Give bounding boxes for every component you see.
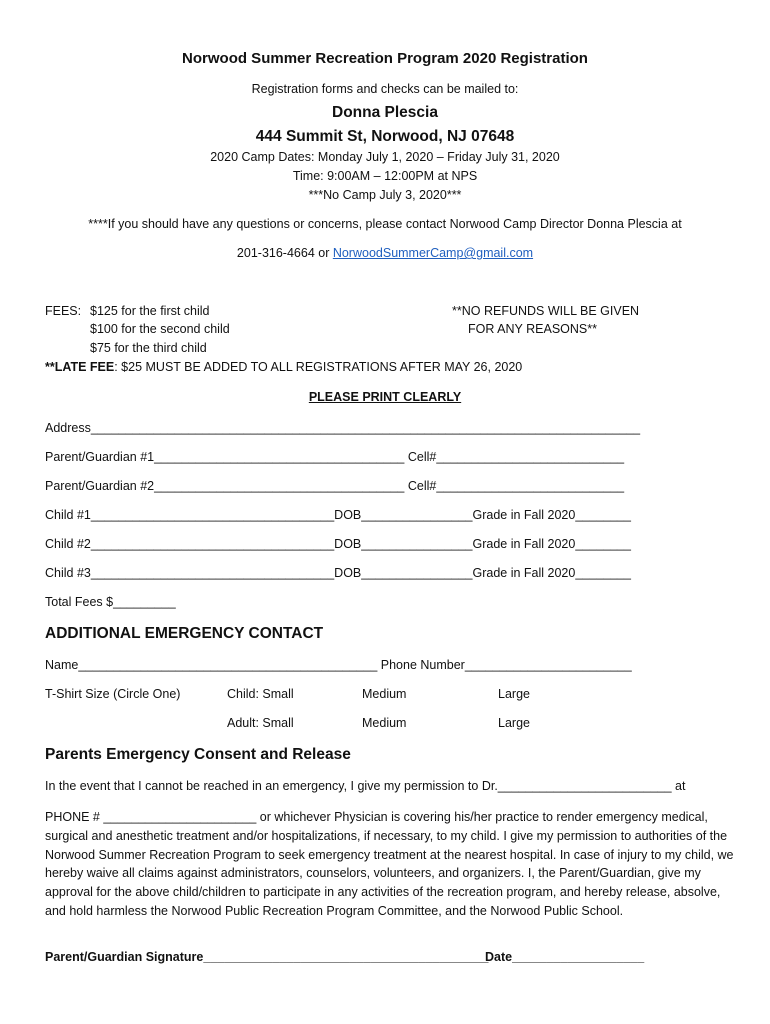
tshirt-child-medium[interactable]: Medium [362,687,407,701]
tshirt-child-small[interactable]: Child: Small [227,687,294,701]
parent2-field[interactable]: Parent/Guardian #2____________________________________ Cell#___________________________ [45,479,625,493]
contact-line [0,246,770,260]
tshirt-adult-small[interactable]: Adult: Small [227,716,294,730]
child3-field[interactable]: Child #3___________________________________DOB________________Grade in Fall 2020________ [45,566,631,580]
mailing-name: Donna Plescia [332,104,438,121]
child1-field[interactable]: Child #1___________________________________DOB________________Grade in Fall 2020________ [45,508,631,522]
contact-email-link[interactable]: NorwoodSummerCamp@gmail.com [332,246,534,260]
no-refunds-line2: FOR ANY REASONS** [468,322,597,336]
late-fee-line [45,360,522,374]
mail-intro: Registration forms and checks can be mailed to: [251,82,519,96]
child2-field[interactable]: Child #2___________________________________DOB________________Grade in Fall 2020________ [45,537,631,551]
signature-field[interactable]: Parent/Guardian Signature_________________________________________ [45,950,489,964]
questions-note: ****If you should have any questions or concerns, please contact Norwood Camp Director Donna Plescia at [88,217,682,231]
fee-second-child: $100 for the second child [90,322,230,336]
contact-phone: 201-316-4664 or [236,246,333,260]
late-fee-text: : $25 MUST BE ADDED TO ALL REGISTRATIONS AFTER MAY 26, 2020 [114,360,523,374]
no-refunds-line1: **NO REFUNDS WILL BE GIVEN [452,304,640,318]
tshirt-child-large[interactable]: Large [498,687,530,701]
tshirt-adult-large[interactable]: Large [498,716,530,730]
tshirt-adult-medium[interactable]: Medium [362,716,407,730]
no-camp-note: ***No Camp July 3, 2020*** [308,188,462,202]
camp-time: Time: 9:00AM – 12:00PM at NPS [292,169,478,183]
date-field[interactable]: Date___________________ [485,950,645,964]
consent-heading: Parents Emergency Consent and Release [45,746,351,763]
parent1-field[interactable]: Parent/Guardian #1____________________________________ Cell#___________________________ [45,450,625,464]
consent-paragraph: PHONE # ______________________ or whichever Physician is covering his/her practice to render emergency medical, surgical and anesthetic treatment and/or hospitalizations, if necessary, to my child. I give my permission to authorities of the Norwood Summer Recreation Program to seek emergency treatment at the nearest hospital. In case of injury to my child, we hereby waive all claims against administrators, counselors, volunteers, and organizers. I, the Parent/Guardian, give my approval for the above child/children to participate in any activities of the recreation program, and hereby release, absolve, and hold harmless the Norwood Public Recreation Program Committee, and the Norwood Public School. [45,810,734,918]
tshirt-label: T-Shirt Size (Circle One) [45,687,181,701]
camp-dates: 2020 Camp Dates: Monday July 1, 2020 – Friday July 31, 2020 [210,150,560,164]
page-title: Norwood Summer Recreation Program 2020 Registration [182,50,588,67]
print-clearly-heading: PLEASE PRINT CLEARLY [308,390,462,404]
fee-third-child: $75 for the third child [90,341,207,355]
total-fees-field[interactable]: Total Fees $_________ [45,595,176,609]
mailing-address: 444 Summit St, Norwood, NJ 07648 [255,128,515,145]
consent-doctor-line[interactable]: In the event that I cannot be reached in an emergency, I give my permission to Dr._________________________ at [45,779,686,793]
fee-first-child: $125 for the first child [90,304,210,318]
late-fee-label: **LATE FEE [45,360,115,374]
emergency-heading: ADDITIONAL EMERGENCY CONTACT [45,625,324,642]
address-field[interactable]: Address_______________________________________________________________________________ [45,421,641,435]
emergency-name-field[interactable]: Name___________________________________________ Phone Number________________________ [45,658,632,672]
fees-label: FEES: [45,304,82,318]
